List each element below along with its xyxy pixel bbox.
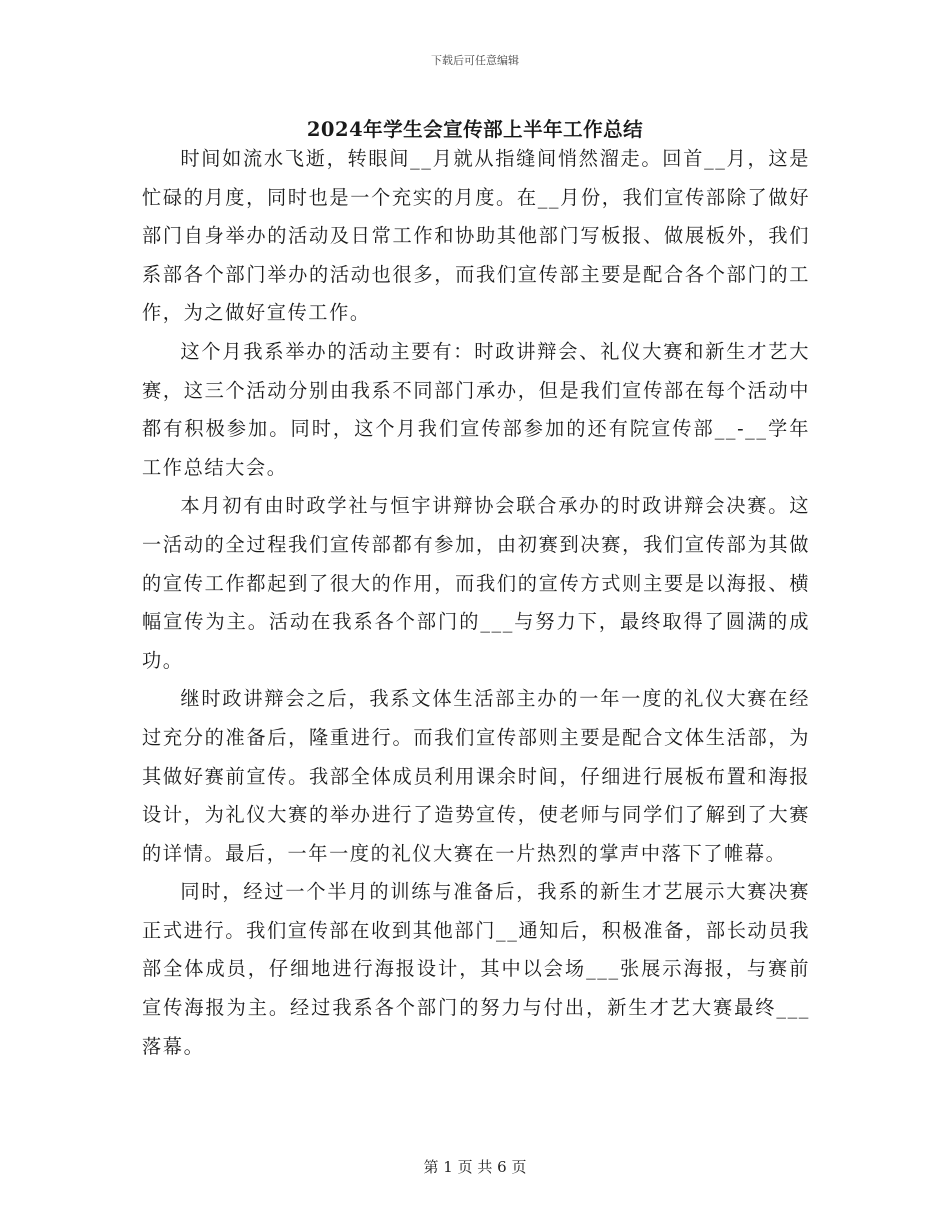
paragraph-4: 继时政讲辩会之后，我系文体生活部主办的一年一度的礼仪大赛在经过充分的准备后，隆重进行。而我们宣传部则主要是配合文体生活部，为其做好赛前宣传。我部全体成员利用课余时间，仔细进行展板布置和海报设计，为礼仪大赛的举办进行了造势宣传，使老师与同学们了解到了大赛的详情。最后，一年一度的礼仪大赛在一片热烈的掌声中落下了帷幕。	[142, 687, 810, 865]
document-title: 2024年学生会宣传部上半年工作总结	[306, 118, 644, 141]
paragraph-5: 同时，经过一个半月的训练与准备后，我系的新生才艺展示大赛决赛正式进行。我们宣传部在收到其他部门__通知后，积极准备，部长动员我部全体成员，仔细地进行海报设计，其中以会场___张展示海报，与赛前宣传海报为主。经过我系各个部门的努力与付出，新生才艺大赛最终___落幕。	[142, 880, 810, 1058]
document-body	[142, 140, 810, 1066]
paragraph-1: 时间如流水飞逝，转眼间__月就从指缝间悄然溜走。回首__月，这是忙碌的月度，同时也是一个充实的月度。在__月份，我们宣传部除了做好部门自身举办的活动及日常工作和协助其他部门写板报、做展板外，我们系部各个部门举办的活动也很多，而我们宣传部主要是配合各个部门的工作，为之做好宣传工作。	[142, 147, 810, 325]
page-number: 第 1 页 共 6 页	[423, 1158, 527, 1176]
paragraph-3: 本月初有由时政学社与恒宇讲辩协会联合承办的时政讲辩会决赛。这一活动的全过程我们宣传部都有参加，由初赛到决赛，我们宣传部为其做的宣传工作都起到了很大的作用，而我们的宣传方式则主要是以海报、横幅宣传为主。活动在我系各个部门的___与努力下，最终取得了圆满的成功。	[142, 494, 810, 672]
paragraph-2: 这个月我系举办的活动主要有：时政讲辩会、礼仪大赛和新生才艺大赛，这三个活动分别由我系不同部门承办，但是我们宣传部在每个活动中都有积极参加。同时，这个月我们宣传部参加的还有院宣传部__-__学年工作总结大会。	[142, 339, 810, 479]
header-note: 下载后可任意编辑	[431, 54, 519, 67]
